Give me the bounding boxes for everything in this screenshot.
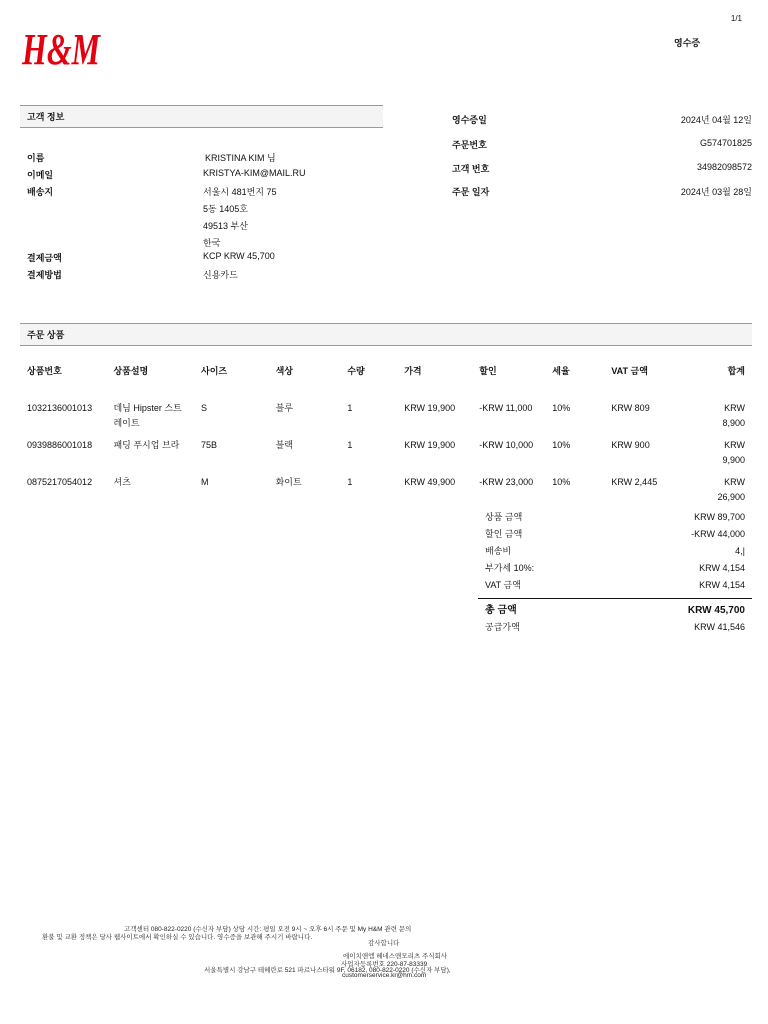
cell-price: KRW 49,900 [404,477,456,487]
customer-label: 결제방법 [27,270,62,280]
cell-qty: 1 [347,440,353,450]
table-row [20,397,752,434]
customer-label: 결제금액 [27,253,62,263]
totals-value: KRW 4,154 [699,563,745,573]
col-size: 사이즈 [201,366,228,376]
cell-discount: -KRW 11,000 [479,403,533,413]
totals-value: -KRW 44,000 [691,529,745,539]
totals-label: VAT 금액 [485,580,521,590]
totals-row [478,543,752,560]
cell-tax: 10% [552,403,571,413]
totals-value: KRW 89,700 [694,512,745,522]
totals-row [478,526,752,543]
col-vat: VAT 금액 [611,366,648,376]
footer-line-5: 사업자등록번호 220-87-83339 [341,961,428,968]
cell-desc: 패딩 푸시업 브라 [113,440,180,450]
customer-label: 배송지 [27,187,54,197]
customer-value: KRISTYA-KIM@MAIL.RU [203,168,306,178]
items-table [20,362,752,508]
hm-logo [20,22,102,76]
footer-line-4: 에이치앤엠 헤네스앤모리츠 주식회사 [343,953,448,960]
meta-value: G574701825 [699,138,752,148]
customer-value: 한국 [203,238,221,248]
cell-vat: KRW 2,445 [611,477,658,487]
totals-label: 상품 금액 [485,512,523,522]
cell-vat: KRW 809 [611,403,650,413]
col-desc: 상품설명 [113,366,149,376]
col-total: 합계 [727,366,745,376]
col-qty: 수량 [347,366,365,376]
svg-text:H&M: H&M [21,25,102,74]
cell-color: 블랙 [275,440,293,450]
totals-box [478,509,752,636]
table-row [20,471,752,508]
totals-label: 할인 금액 [485,529,523,539]
meta-value: 2024년 03월 28일 [680,187,752,197]
col-color: 색상 [275,366,293,376]
items-section-header: 주문 상품 [20,323,752,346]
meta-label: 영수증일 [452,115,487,125]
cell-color: 화이트 [275,477,302,487]
meta-label: 주문 일자 [452,187,490,197]
customer-section-header: 고객 정보 [20,105,383,128]
cell-price: KRW 19,900 [404,440,456,450]
net-amount-value: KRW 41,546 [694,622,745,632]
cell-desc: 데님 Hipster 스트레이트 [113,403,182,428]
col-sku: 상품번호 [27,366,62,376]
footer-line-3: 감사합니다 [368,940,400,947]
cell-sku: 1032136001013 [27,403,93,413]
items-header-row [20,362,752,397]
grand-total-value: KRW 45,700 [687,605,745,616]
totals-row [478,577,752,594]
footer-line-7: customerservice.kr@hm.com [342,972,427,979]
net-amount-row [478,619,752,636]
meta-value: 34982098572 [696,162,752,172]
customer-label: 이름 [27,153,45,163]
cell-size: 75B [201,440,218,450]
cell-discount: -KRW 10,000 [479,440,534,450]
cell-color: 블루 [275,403,293,413]
meta-label: 고객 번호 [452,164,490,174]
net-amount-label: 공급가액 [485,622,520,632]
page-counter: 1/1 [730,14,742,23]
customer-value: 신용카드 [203,270,238,280]
customer-value: 5동 1405호 [203,204,248,214]
totals-row [478,509,752,526]
customer-value: KRISTINA KIM 님 [205,153,276,163]
totals-label: 배송비 [485,546,512,556]
cell-size: M [201,477,209,487]
cell-qty: 1 [347,477,353,487]
cell-total: KRW 8,900 [722,403,745,428]
footer-line-2: 환불 및 교환 정책은 당사 웹사이트에서 확인하실 수 있습니다. 영수증을 보관해 주시기 바랍니다. [42,934,313,941]
cell-total: KRW 9,900 [722,440,745,465]
cell-tax: 10% [552,440,571,450]
cell-price: KRW 19,900 [404,403,456,413]
grand-total-row [478,602,752,619]
footer-line-6: 서울특별시 강남구 테헤란로 521 파르나스타워 9F, 06182, 080-822-0220 (수신자 부담), [204,967,451,974]
col-discount: 할인 [479,366,497,376]
customer-value: 서울시 481번지 75 [203,187,277,197]
document-type-label: 영수증 [674,38,701,48]
col-price: 가격 [404,366,422,376]
totals-value: KRW 4,154 [699,580,745,590]
cell-desc: 셔츠 [113,477,131,487]
table-row [20,434,752,471]
cell-discount: -KRW 23,000 [479,477,534,487]
col-tax: 세율 [552,366,570,376]
totals-row [478,560,752,577]
customer-label: 이메일 [27,170,54,180]
cell-sku: 0939886001018 [27,440,93,450]
customer-value: 49513 부산 [203,221,248,231]
cell-sku: 0875217054012 [27,477,93,487]
cell-total: KRW 26,900 [717,477,745,502]
totals-label: 부가세 10%: [485,563,535,573]
totals-value: 4,| [735,546,745,556]
meta-label: 주문번호 [452,140,487,150]
cell-qty: 1 [347,403,353,413]
cell-size: S [201,403,208,413]
cell-vat: KRW 900 [611,440,650,450]
footer-line-1: 고객센터 080-822-0220 (수신자 부담) 상담 시간: 평일 오전 9시 ~ 오후 6시 주문 및 My H&M 관련 문의 [124,926,412,933]
grand-total-label: 총 금액 [485,605,517,616]
totals-divider [478,598,752,599]
customer-value: KCP KRW 45,700 [203,251,275,261]
meta-value: 2024년 04월 12일 [680,115,752,125]
cell-tax: 10% [552,477,571,487]
